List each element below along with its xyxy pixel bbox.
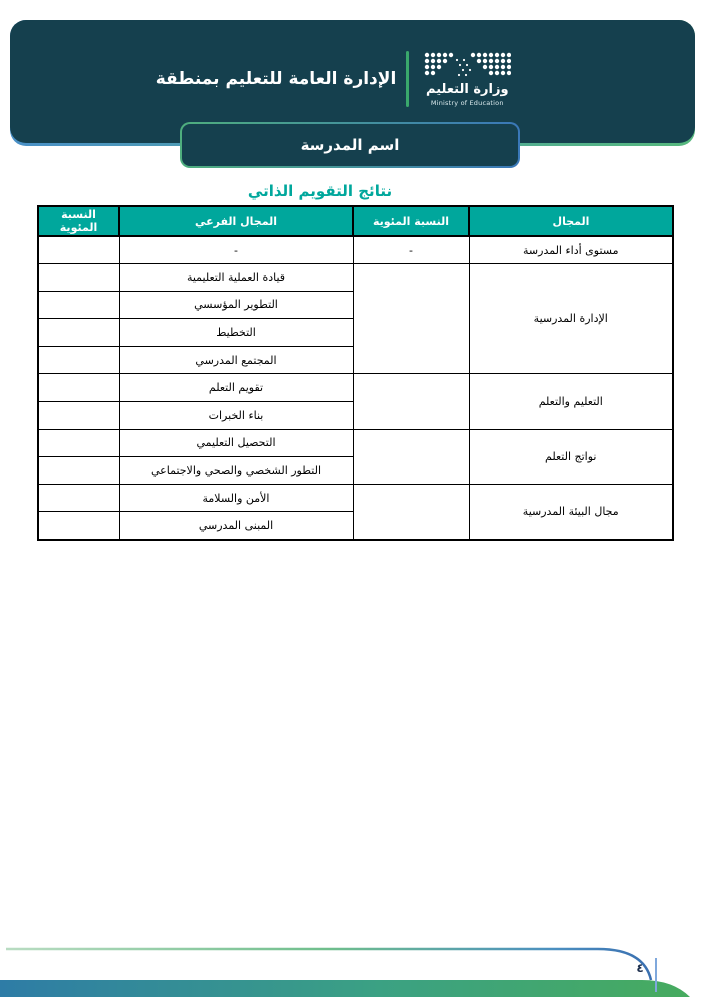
ministry-logo-dots-icon xyxy=(423,51,511,81)
header-content xyxy=(0,36,678,122)
page-number-divider-line xyxy=(655,958,657,992)
domain-cell: التعليم والتعلم xyxy=(469,374,673,429)
sub-percentage-cell xyxy=(38,319,119,347)
table-row xyxy=(38,429,673,457)
sub-percentage-cell xyxy=(38,429,119,457)
results-table-container xyxy=(37,205,674,541)
sub-domain-cell: التخطيط xyxy=(119,319,353,347)
sub-domain-cell: الأمن والسلامة xyxy=(119,484,353,512)
self-evaluation-results-table xyxy=(37,205,674,541)
sub-percentage-cell xyxy=(38,264,119,292)
percentage-cell xyxy=(353,429,469,484)
domain-cell: الإدارة المدرسية xyxy=(469,264,673,374)
sub-domain-cell: التحصيل التعليمي xyxy=(119,429,353,457)
domain-cell: نواتج التعلم xyxy=(469,429,673,484)
percentage-cell xyxy=(353,374,469,429)
footer-decoration xyxy=(0,930,704,1000)
sub-domain-cell: التطوير المؤسسي xyxy=(119,291,353,319)
ministry-logo-title-english: Ministry of Education xyxy=(430,99,504,108)
domain-cell: مستوى أداء المدرسة xyxy=(469,236,673,264)
sub-percentage-cell xyxy=(38,512,119,540)
ministry-logo-title-arabic: وزارة التعليم xyxy=(426,81,509,97)
footer-curve-line xyxy=(6,949,651,980)
ministry-logo xyxy=(419,51,515,107)
school-name-box: اسم المدرسة xyxy=(182,124,518,166)
sub-percentage-cell xyxy=(38,457,119,485)
sub-domain-cell: التطور الشخصي والصحي والاجتماعي xyxy=(119,457,353,485)
percentage-cell xyxy=(353,484,469,539)
sub-percentage-cell xyxy=(38,374,119,402)
sub-percentage-cell xyxy=(38,346,119,374)
school-name-box-border xyxy=(180,122,520,168)
table-row xyxy=(38,236,673,264)
table-row xyxy=(38,484,673,512)
percentage-cell xyxy=(353,264,469,374)
sub-domain-cell: قيادة العملية التعليمية xyxy=(119,264,353,292)
page-number: ٤ xyxy=(636,961,644,975)
sub-percentage-cell xyxy=(38,291,119,319)
sub-domain-cell: بناء الخبرات xyxy=(119,402,353,430)
table-row xyxy=(38,264,673,292)
column-header-percentage: النسبة المئوية xyxy=(353,206,469,236)
sub-domain-cell: المبنى المدرسي xyxy=(119,512,353,540)
sub-domain-cell: المجتمع المدرسي xyxy=(119,346,353,374)
sub-percentage-cell xyxy=(38,484,119,512)
sub-domain-cell: - xyxy=(119,236,353,264)
sub-domain-cell: تقويم التعلم xyxy=(119,374,353,402)
table-row xyxy=(38,374,673,402)
column-header-domain: المجال xyxy=(469,206,673,236)
column-header-sub-percentage: النسبة المئوية xyxy=(38,206,119,236)
section-title: نتائج التقويم الذاتي xyxy=(247,182,393,200)
domain-cell: مجال البيئة المدرسية xyxy=(469,484,673,539)
percentage-cell: - xyxy=(353,236,469,264)
sub-percentage-cell xyxy=(38,402,119,430)
logo-separator-line xyxy=(406,51,409,107)
sub-percentage-cell xyxy=(38,236,119,264)
column-header-sub-domain: المجال الفرعي xyxy=(119,206,353,236)
table-header-row xyxy=(38,206,673,236)
footer-bar xyxy=(0,980,690,997)
organization-name: الإدارة العامة للتعليم بمنطقة xyxy=(155,69,397,89)
